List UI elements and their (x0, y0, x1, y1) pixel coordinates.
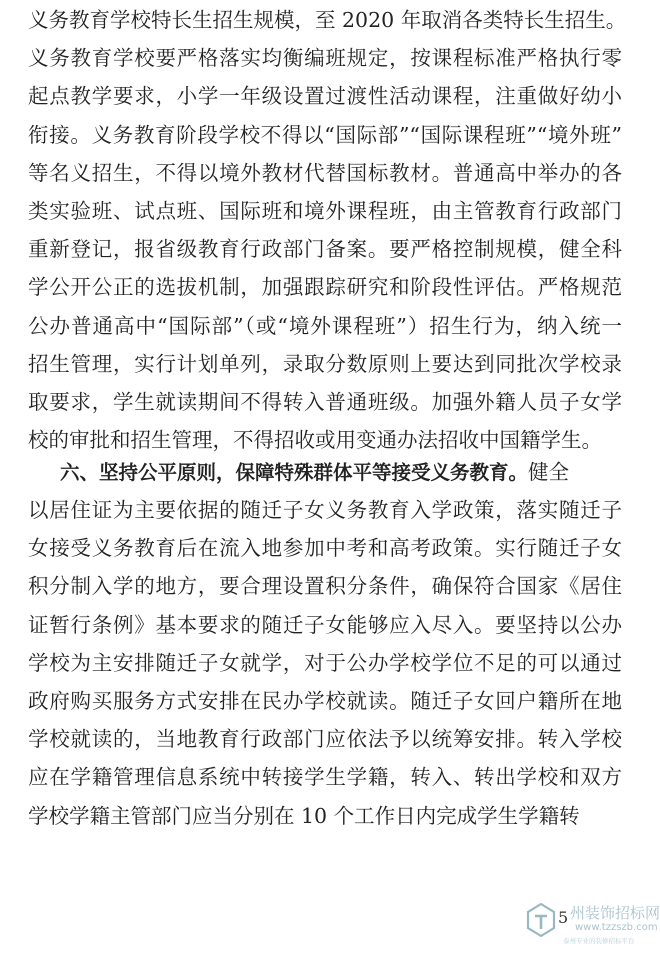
text-line: 招生管理，实行计划单列，录取分数原则上要达到同批次学校录 (28, 351, 622, 376)
text-line: 政府购买服务方式安排在民办学校就读。随迁子女回户籍所在地 (28, 689, 622, 713)
text-line: 证暂行条例》基本要求的随迁子女能够应入尽入。要坚持以公办 (28, 612, 622, 637)
text-line: 学校就读的，当地教育行政部门应依法予以统筹安排。转入学校 (28, 727, 622, 752)
watermark-logo-icon (526, 902, 556, 938)
text-line: 重新登记，报省级教育行政部门备案。要严格控制规模，健全科 (28, 237, 622, 262)
watermark-title: 州装饰招标网 (570, 904, 660, 922)
text-line: 义务教育学校要严格落实均衡编班规定，按课程标准严格执行零 (28, 46, 622, 71)
section-6-heading: 六、坚持公平原则，保障特殊群体平等接受义务教育。 (60, 461, 529, 484)
text-line: 等名义招生，不得以境外教材代替国标教材。普通高中举办的各 (28, 160, 622, 185)
page-number: 5 (558, 908, 569, 927)
text-line: 学公开公正的选拔机制，加强跟踪研究和阶段性评估。严格规范 (28, 275, 622, 300)
text-line: 积分制入学的地方，要合理设置积分条件，确保符合国家《居住 (28, 574, 622, 599)
text-line: 校的审批和招生管理，不得招收或用变通办法招收中国籍学生。 (28, 428, 602, 453)
text-line: 女接受义务教育后在流入地参加中考和高考政策。实行随迁子女 (28, 536, 622, 561)
text-line: 学校为主安排随迁子女就学，对于公办学校学位不足的可以通过 (28, 650, 622, 675)
text-line: 起点教学要求，小学一年级设置过渡性活动课程，注重做好幼小 (28, 84, 622, 109)
section-6-heading-tail: 健全 (528, 460, 570, 484)
text-line: 公办普通高中“国际部”（或“境外课程班”）招生行为，纳入统一 (28, 313, 622, 338)
text-line: 类实验班、试点班、国际班和境外课程班，由主管教育行政部门 (28, 199, 622, 223)
text-line: 学校学籍主管部门应当分别在 10 个工作日内完成学生学籍转 (28, 803, 580, 828)
text-line: 衔接。义务教育阶段学校不得以“国际部”“国际课程班”“境外班” (28, 122, 622, 147)
text-line: 义务教育学校特长生招生规模，至 2020 年取消各类特长生招生。 (28, 8, 627, 32)
watermark-url: www.tzzszb.com (575, 922, 658, 933)
text-line: 以居住证为主要依据的随迁子女义务教育入学政策，落实随迁子 (28, 498, 622, 522)
text-line: 应在学籍管理信息系统中转接学生学籍，转入、转出学校和双方 (28, 765, 622, 790)
watermark-description: 泰州专业的装修招标平台 (563, 937, 635, 945)
section-6-first-line (60, 452, 622, 492)
text-line: 取要求，学生就读期间不得转入普通班级。加强外籍人员子女学 (28, 390, 622, 414)
